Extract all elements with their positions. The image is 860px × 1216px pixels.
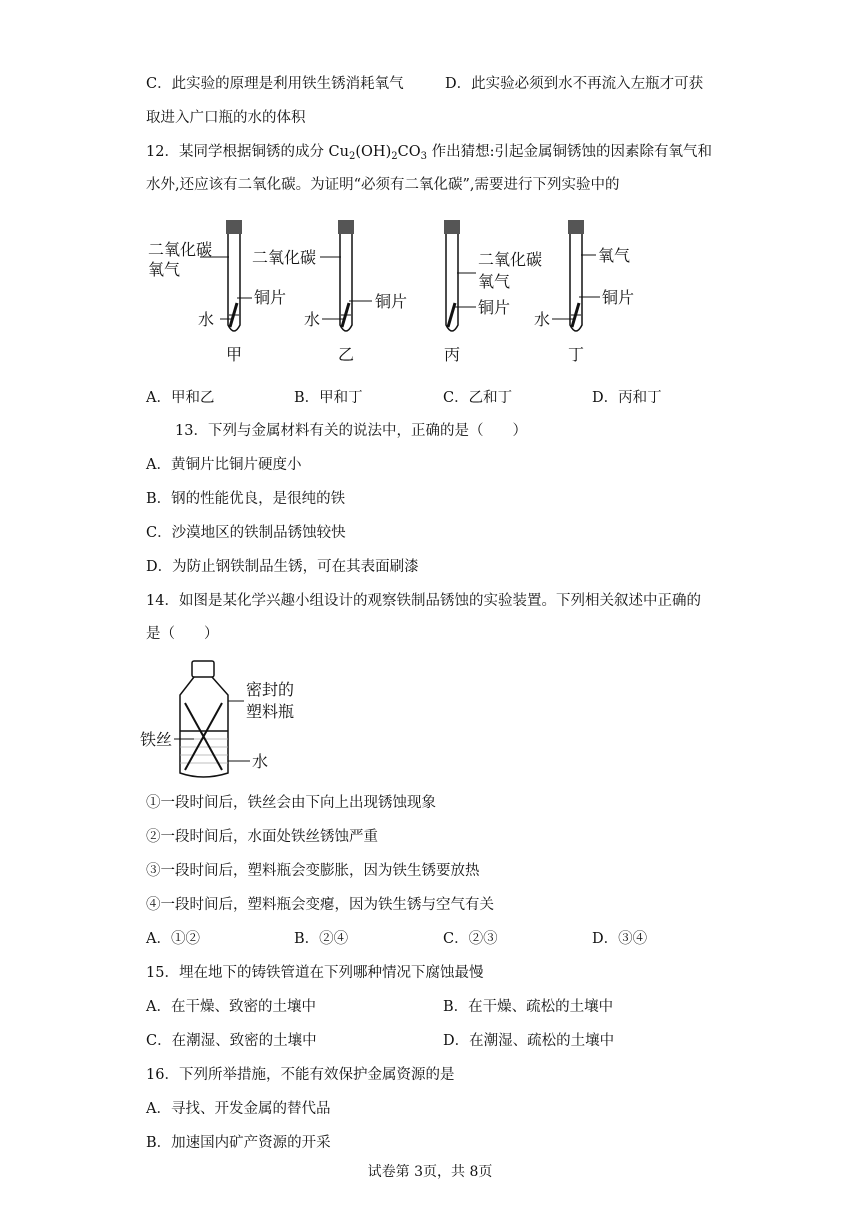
q15-option-b[interactable]: B．在干燥、疏松的土壤中 <box>443 999 614 1015</box>
tube-bing-copper-label: 铜片 <box>478 298 511 317</box>
q12-stem-line2: 水外,还应该有二氧化碳。为证明“必须有二氧化碳”,需要进行下列实验中的 <box>146 177 620 193</box>
q13-option-a[interactable]: A．黄铜片比铜片硬度小 <box>146 457 302 473</box>
q16-option-b[interactable]: B．加速国内矿产资源的开采 <box>146 1135 331 1151</box>
q14-bottle-figure <box>140 655 320 785</box>
tube-ding-o2-label: 氧气 <box>598 246 631 265</box>
q11-option-d-continued: 取进入广口瓶的水的体积 <box>146 110 306 126</box>
q12-test-tube-figure <box>140 215 660 375</box>
q15-option-d[interactable]: D．在潮湿、疏松的土壤中 <box>443 1033 615 1049</box>
q14-statement-4: ④一段时间后，塑料瓶会变瘪，因为铁生锈与空气有关 <box>146 897 494 913</box>
q12-option-b[interactable]: B．甲和丁 <box>294 390 363 406</box>
tube-yi-water-label: 水 <box>304 310 321 329</box>
page-footer: 试卷第 3页，共 8页 <box>367 1164 493 1180</box>
q14-statement-3: ③一段时间后，塑料瓶会变膨胀，因为铁生锈要放热 <box>146 863 480 879</box>
q14-option-b[interactable]: B．②④ <box>294 931 349 947</box>
q12-option-c[interactable]: C．乙和丁 <box>443 390 513 406</box>
q14-option-c[interactable]: C．②③ <box>443 931 498 947</box>
q11-option-c: C．此实验的原理是利用铁生锈消耗氧气 <box>146 76 404 92</box>
tube-jia-o2-label: 氧气 <box>148 260 181 279</box>
q15-option-c[interactable]: C．在潮湿、致密的土壤中 <box>146 1033 317 1049</box>
tube-ding <box>534 220 634 364</box>
tube-yi-name: 乙 <box>338 345 355 364</box>
q12-stem-line1: 12．某同学根据铜锈的成分 $Cu_2(OH)_2CO_3$ 作出猜想:引起金属铜锈蚀的因素除有氧气和 <box>146 144 712 162</box>
q14-option-d[interactable]: D．③④ <box>592 931 648 947</box>
tube-yi-copper-label: 铜片 <box>375 292 408 311</box>
tube-ding-copper-label: 铜片 <box>602 288 635 307</box>
tube-yi-co2-label: 二氧化碳 <box>252 248 317 267</box>
q11-option-d: D．此实验必须到水不再流入左瓶才可获 <box>445 76 704 92</box>
q14-option-a[interactable]: A．①② <box>146 931 200 947</box>
q14-water-label: 水 <box>252 752 269 771</box>
tube-bing-name: 丙 <box>444 345 461 364</box>
q14-statement-1: ①一段时间后，铁丝会由下向上出现锈蚀现象 <box>146 795 436 811</box>
q13-option-d[interactable]: D．为防止钢铁制品生锈，可在其表面刷漆 <box>146 559 419 575</box>
q14-sealed-label-1: 密封的 <box>246 680 295 699</box>
tube-ding-name: 丁 <box>568 345 585 364</box>
tube-bing-o2-label: 氧气 <box>478 272 511 291</box>
q13-stem: 13．下列与金属材料有关的说法中，正确的是（ ） <box>175 423 527 439</box>
q12-option-d[interactable]: D．丙和丁 <box>592 390 662 406</box>
q14-stem-line2: 是（ ） <box>146 626 219 642</box>
q15-option-a[interactable]: A．在干燥、致密的土壤中 <box>146 999 316 1015</box>
q14-sealed-label-2: 塑料瓶 <box>246 702 295 721</box>
tube-jia-name: 甲 <box>226 345 243 364</box>
tube-jia-water-label: 水 <box>198 310 215 329</box>
q13-option-c[interactable]: C．沙漠地区的铁制品锈蚀较快 <box>146 525 346 541</box>
tube-ding-water-label: 水 <box>534 310 551 329</box>
q16-option-a[interactable]: A．寻找、开发金属的替代品 <box>146 1101 331 1117</box>
q16-stem: 16．下列所举措施，不能有效保护金属资源的是 <box>146 1067 455 1083</box>
tube-jia-co2-label: 二氧化碳 <box>148 240 213 259</box>
tube-bing <box>444 220 542 364</box>
tube-jia <box>148 220 286 364</box>
q12-option-a[interactable]: A．甲和乙 <box>146 390 215 406</box>
q15-stem: 15．埋在地下的铸铁管道在下列哪种情况下腐蚀最慢 <box>146 965 484 981</box>
q14-stem-line1: 14．如图是某化学兴趣小组设计的观察铁制品锈蚀的实验装置。下列相关叙述中正确的 <box>146 593 701 609</box>
q14-statement-2: ②一段时间后，水面处铁丝锈蚀严重 <box>146 829 378 845</box>
tube-jia-copper-label: 铜片 <box>254 288 287 307</box>
q13-option-b[interactable]: B．钢的性能优良，是很纯的铁 <box>146 491 346 507</box>
q14-iron-wire-label: 铁丝 <box>140 730 173 749</box>
tube-bing-co2-label: 二氧化碳 <box>478 250 543 269</box>
